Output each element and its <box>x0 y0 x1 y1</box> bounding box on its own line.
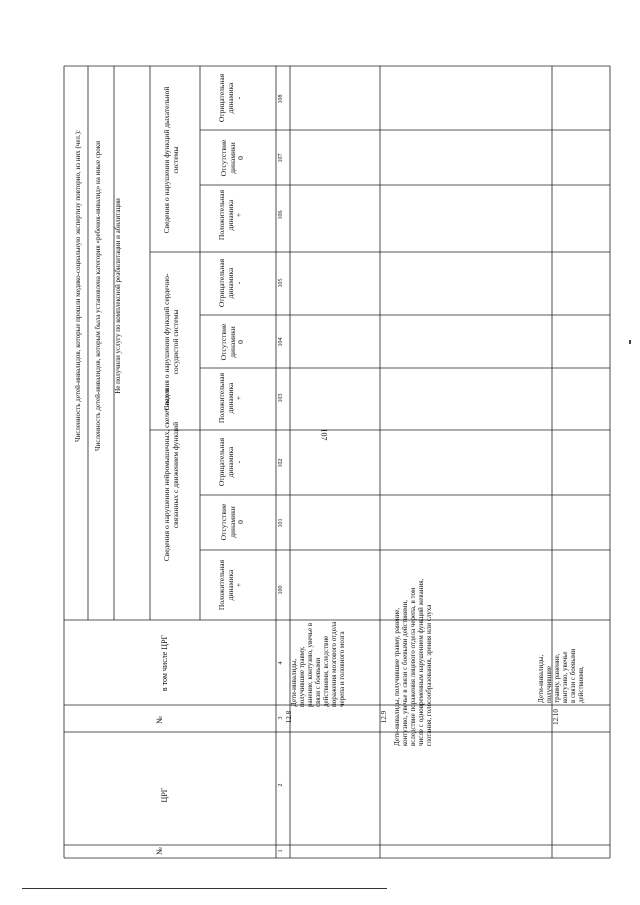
sub-header-negative: Отрицательная динамика - <box>217 73 244 123</box>
row-text: Дети-инвалиды, получившие травму, ранение, контузию, увечье в связи с боевыми действиями, вследствие поражения мозгового отдела черепа и головного мозга <box>290 621 347 707</box>
header-no-service: Не получили услугу по комплексной реабилитации и абилитации <box>114 198 122 394</box>
col-number: 103 <box>278 393 284 403</box>
col-number: 4 <box>278 661 284 665</box>
header-other-period: Численность детей-инвалидов, которым была установлена категория «ребенок-инвалид» на иные сроки <box>94 141 102 451</box>
row-number: 12.10 <box>552 709 560 725</box>
group-title-cardio: Сведения о нарушении функций сердечно-сосудистой системы <box>162 273 180 411</box>
scan-edge-line <box>22 888 387 889</box>
col-number: 100 <box>278 585 284 595</box>
sub-header-none: Отсутствие динамики 0 <box>219 503 246 541</box>
sub-header-none: Отсутствие динамики 0 <box>219 139 246 177</box>
col-number: 104 <box>278 337 284 347</box>
col-number: 102 <box>278 458 284 468</box>
row-number: 12.8 <box>285 710 293 724</box>
group-title-respiratory: Сведения о нарушении функций дыхательной системы <box>162 86 180 234</box>
row-number: 12.9 <box>380 710 388 724</box>
sub-header-negative: Отрицательная динамика - <box>217 258 244 308</box>
sub-header-positive: Положительная динамика + <box>217 372 244 424</box>
sub-header-positive: Положительная динамика + <box>217 559 244 611</box>
col-header-crg: ЦРГ <box>160 787 169 803</box>
col-header-no: № <box>155 847 164 855</box>
col-number: 1 <box>278 849 284 853</box>
sub-header-positive: Положительная динамика + <box>217 189 244 241</box>
col-number: 101 <box>278 518 284 528</box>
group-title-neuromuscular: Сведения о нарушении нейромышечных, скелетных и связанных с движением функций <box>162 388 180 562</box>
sub-header-none: Отсутствие динамики 0 <box>219 323 246 361</box>
header-total: Численность детей-инвалидов, которые прошли медико-социальную экспертизу повторно, из них (чел.): <box>74 130 82 442</box>
col-header-no2: № <box>155 716 164 724</box>
col-number: 105 <box>278 278 284 288</box>
col-number: 107 <box>278 153 284 163</box>
col-number: 2 <box>278 783 284 787</box>
page-number: 107 <box>319 428 329 441</box>
row-text: Дети-инвалиды, получившие травму, ранение, контузию, увечье в связи с боевыми действиями, вследствие поражения лицевого отдела черепа, в том числе с одновременным нарушением функций жевания, глотания, голосообразования, зрения или слуха <box>393 578 434 746</box>
col-number: 3 <box>278 716 284 720</box>
row-text: Дети-инвалиды, получившие травму, ранение, контузию, увечье в связи с боевыми действиями, <box>537 648 586 703</box>
col-header-incl-crg: в том числе ЦРГ <box>160 634 169 692</box>
sub-header-negative: Отрицательная динамика - <box>217 437 244 487</box>
col-number: 108 <box>278 94 284 104</box>
scan-speck <box>629 340 631 344</box>
col-number: 106 <box>278 210 284 220</box>
